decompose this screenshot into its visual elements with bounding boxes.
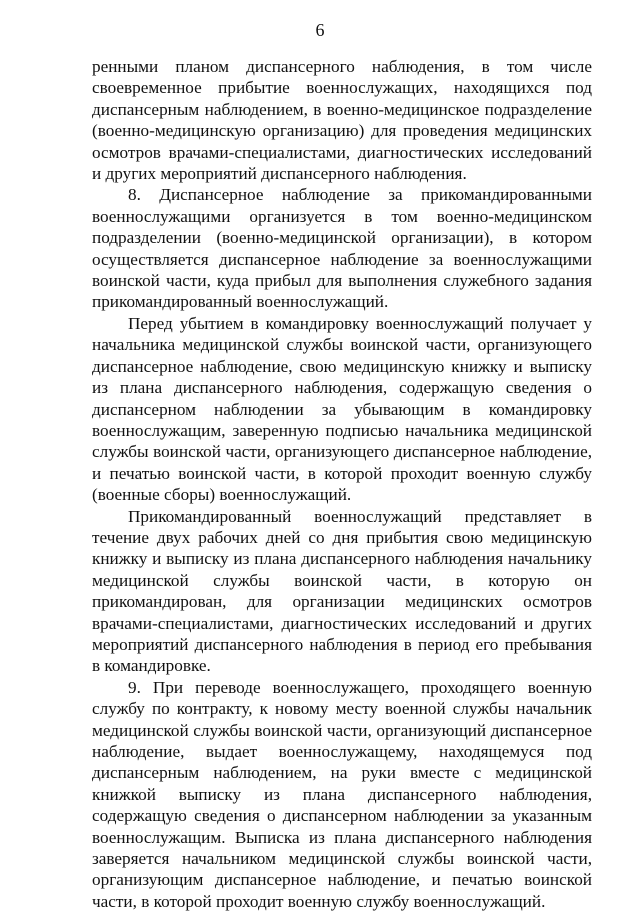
paragraph-continuation: ренными планом диспансерного наблюдения, в том числе своевременное прибытие военнослужащих, находящихся под диспансерным наблюдением, в военно-медицинское подразделение (военно-медицинскую организацию) для проведения медицинских осмотров врачами-специалистами, диагностических исследований и других мероприятий диспансерного наблюдения. — [92, 57, 592, 184]
paragraph-before-departure: Перед убытием в командировку военнослужащий получает у начальника медицинской службы воинской части, организующего диспансерное наблюдение, свою медицинскую книжку и выписку из плана диспансерного наблюдения, содержащую сведения о диспансерном наблюдении за убывающим в командировку военнослужащим, заверенную подписью начальника медицинской службы воинской части, организующего диспансерное наблюдение, и печатью воинской части, в которой проходит военную службу (военные сборы) военнослужащий. — [92, 313, 592, 505]
document-body — [92, 56, 592, 912]
paragraph-item-8: 8. Диспансерное наблюдение за прикомандированными военнослужащими организуется в том военно-медицинском подразделении (военно-медицинской организации), в котором осуществляется диспансерное наблюдение за военнослужащими воинской части, куда прибыл для выполнения служебного задания прикомандированный военнослужащий. — [92, 185, 592, 312]
paragraph-seconded-serviceman: Прикомандированный военнослужащий представляет в течение двух рабочих дней со дня прибытия свою медицинскую книжку и выписку из плана диспансерного наблюдения начальнику медицинской службы воинской части, в которую он прикомандирован, для организации медицинских осмотров врачами-специалистами, диагностических исследований и других мероприятий диспансерного наблюдения в период его пребывания в командировке. — [92, 506, 592, 676]
paragraph-item-9: 9. При переводе военнослужащего, проходящего военную службу по контракту, к новому месту военной службы начальник медицинской службы воинской части, организующий диспансерное наблюдение, выдает военнослужащему, находящемуся под диспансерным наблюдением, на руки вместе с медицинской книжкой выписку из плана диспансерного наблюдения, содержащую сведения о диспансерном наблюдении за указанным военнослужащим. Выписка из плана диспансерного наблюдения заверяется начальником медицинской службы воинской части, организующим диспансерное наблюдение, и печатью воинской части, в которой проходит военную службу военнослужащий. — [92, 677, 592, 911]
page-number: 6 — [315, 20, 325, 40]
